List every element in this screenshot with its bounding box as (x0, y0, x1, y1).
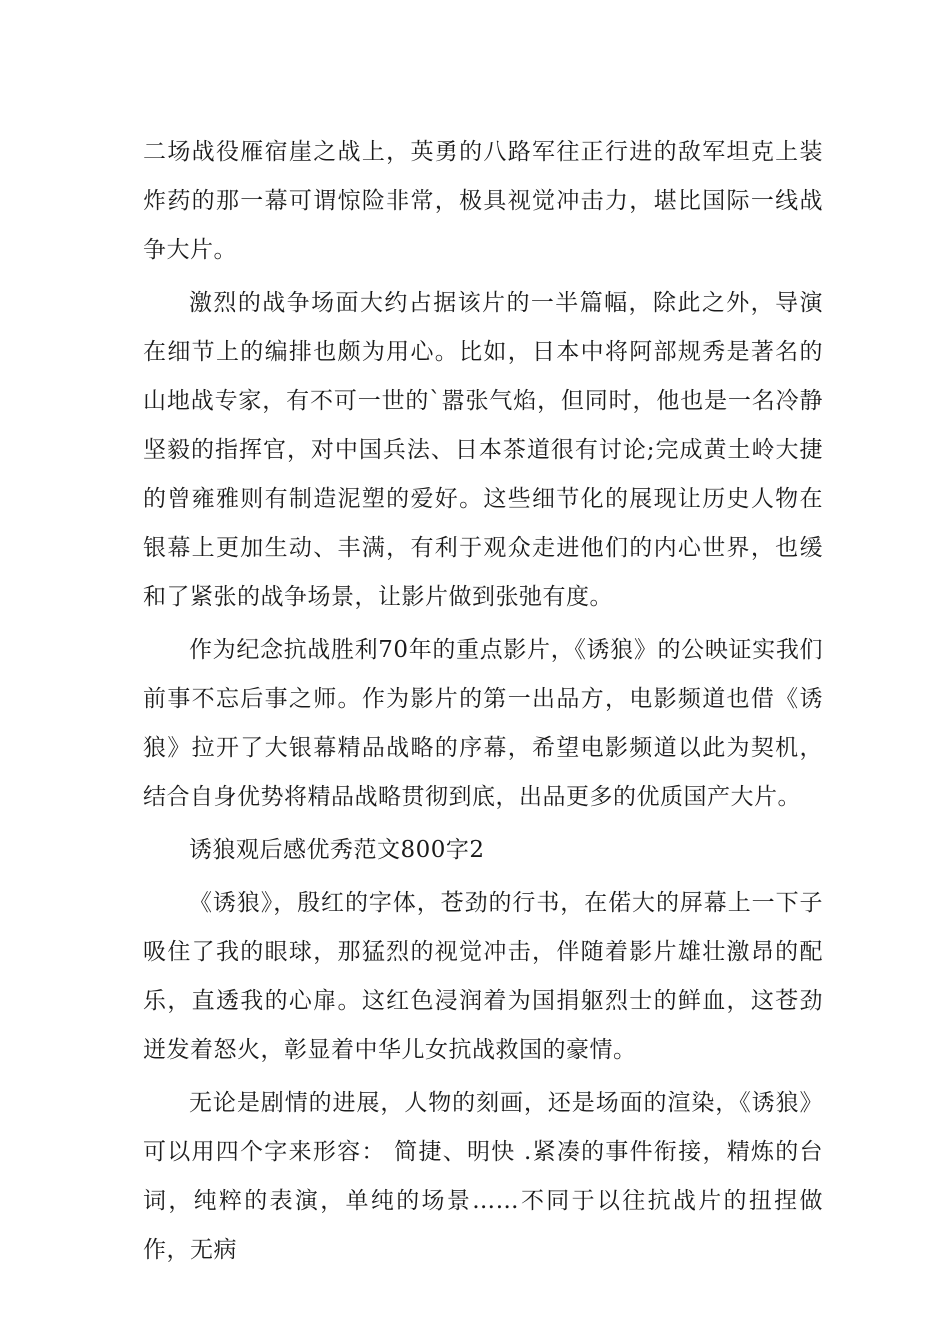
paragraph-battle-scenes: 激烈的战争场面大约占据该片的一半篇幅，除此之外，导演在细节上的编排也颇为用心。比如，日本中将阿部规秀是著名的山地战专家，有不可一世的`嚣张气焰，但同时，他也是一名冷静坚毅的指挥官，对中国兵法、日本茶道很有讨论;完成黄土岭大捷的曾雍雅则有制造泥塑的爱好。这些细节化的展现让历史人物在银幕上更加生动、丰满，有利于观众走进他们的内心世界，也缓和了紧张的战争场景，让影片做到张弛有度。 (143, 290, 823, 610)
paragraph-plot-style: 无论是剧情的进展，人物的刻画，还是场面的渲染，《诱狼》可以用四个字来形容： 简捷、明快 .紧凑的事件衔接，精炼的台词，纯粹的表演，单纯的场景……不同于以往抗战片的扭捏做作，无病 (143, 1090, 823, 1263)
paragraph-continuation: 二场战役雁宿崖之战上，英勇的八路军往正行进的敌军坦克上装炸药的那一幕可谓惊险非常，极具视觉冲击力，堪比国际一线战争大片。 (143, 139, 823, 263)
paragraph-commemoration: 作为纪念抗战胜利70年的重点影片，《诱狼》的公映证实我们前事不忘后事之师。作为影片的第一出品方，电影频道也借《诱狼》拉开了大银幕精品战略的序幕，希望电影频道以此为契机，结合自身优势将精品战略贯彻到底，出品更多的优质国产大片。 (143, 637, 823, 810)
section-heading: 诱狼观后感优秀范文800字2 (189, 837, 485, 863)
paragraph-title-impression: 《诱狼》，殷红的字体，苍劲的行书，在偌大的屏幕上一下子吸住了我的眼球，那猛烈的视觉冲击，伴随着影片雄壮激昂的配乐，直透我的心扉。这红色浸润着为国捐躯烈士的鲜血，这苍劲迸发着怒火，彰显着中华儿女抗战救国的豪情。 (143, 890, 823, 1063)
document-body (143, 128, 823, 1275)
